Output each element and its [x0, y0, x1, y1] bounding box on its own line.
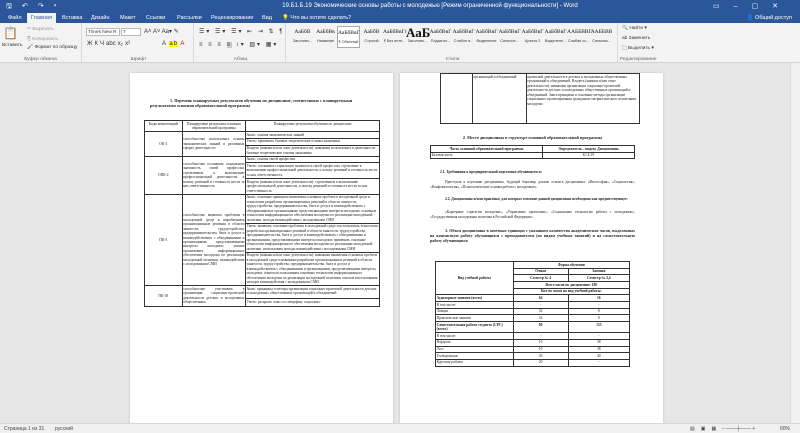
tell-me-text: Что вы хотите сделать? [290, 15, 352, 21]
style-preview: АаБбВвГ [498, 29, 521, 35]
tab-review[interactable]: Рецензирование [211, 15, 254, 21]
select-button[interactable]: ⬚ Выделить ▾ [622, 46, 654, 51]
table-row [436, 346, 630, 353]
learning-outcome: проектной деятельности в детских и молодежных общественных организаций и объединений. Владеть (навыки и/или опыт деятельности): навыками организации социально-проектной деятельности детских и молодежных общественных организаций и объединений. Знать принципы и основные методы организации социального проектирования гражданско-патриотического воспитания молодежи [526, 74, 639, 124]
hours-extramural: 16 [568, 295, 629, 302]
copy-label: Копировать [32, 37, 58, 42]
section-2-1-text: Приступая к изучению дисциплины, будущий бакалавр должен освоить дисциплины: «Философия», «Социология», «Конфликтология», «Психологические основы работы с молодежью». [430, 180, 635, 189]
section-2-heading: 2. Место дисциплины в структуре основной образовательной программы [462, 135, 603, 140]
work-type: Практические занятия [436, 315, 514, 322]
font-size-select[interactable]: 7 [121, 28, 141, 36]
editing-group-label: Редактирование [620, 57, 657, 62]
tab-design[interactable]: Дизайн [91, 15, 110, 21]
find-label: Найти [629, 26, 644, 31]
tab-home[interactable]: Главная [27, 13, 56, 23]
table-header: Часть основной образовательной программы [431, 146, 543, 153]
table-row [436, 315, 630, 322]
style-preview: АаБбВвГ [429, 29, 452, 35]
hours-extramural: - [568, 333, 629, 340]
hours-extramural: - [568, 302, 629, 309]
style-item[interactable] [360, 26, 383, 48]
work-type: В том числе: [436, 302, 514, 309]
hours-fulltime: 30 [513, 353, 568, 360]
style-name: Подзагол... [430, 39, 451, 43]
style-item[interactable] [406, 26, 429, 48]
status-bar [0, 423, 800, 433]
page-2 [400, 73, 663, 433]
section-3-heading: 3. Объем дисциплины в зачетных единицах с указанием количества академических часов, выделенных на контактную работу обучающихся с преподавателем (по видам учебных занятий) и на самостоятельную работу обучающихся [430, 228, 635, 244]
title-bar [0, 0, 800, 13]
tab-view[interactable]: Вид [262, 15, 272, 21]
language-indicator[interactable]: русский [55, 426, 73, 432]
style-item[interactable] [590, 26, 613, 48]
strikethrough-button[interactable]: abc [106, 41, 116, 47]
table-row [436, 333, 630, 340]
zoom-level[interactable]: 60% [780, 426, 791, 432]
table-row [436, 359, 630, 366]
learning-outcome: Знать: основы экономических знаний [246, 132, 380, 139]
hours-fulltime: - [513, 333, 568, 340]
style-item[interactable] [337, 26, 360, 48]
hours-extramural: 8 [568, 308, 629, 315]
competency-code: ОК-3 [145, 132, 183, 157]
work-type: Эссе [436, 346, 514, 353]
work-type: Самостоятельная работа студента (СРС) (всего) [436, 322, 514, 333]
table-row [145, 156, 380, 163]
paragraph-group [196, 23, 286, 63]
table-row [436, 322, 630, 333]
style-preview: АаБбВвГ [338, 30, 360, 36]
learning-outcome: Уметь: выявлять основные проблемы в молодежной среде и использовать технологии разработки организационных решений в области занятости, трудоустройства, предпринимательства, быта и досуга и взаимодействовать с объединениями и организациями, представляющими интересы молодежи; применять основные технологии информационного обеспечения молодежи по реализации молодежной политики, использовать методы взаимодействия с молодежными СМИ [246, 224, 378, 251]
tab-file[interactable]: Файл [8, 15, 22, 21]
tell-me-input[interactable]: 💡 Что вы хотите сделать? [282, 15, 352, 21]
ribbon [0, 23, 800, 63]
style-name: ¶ Обычный [338, 40, 359, 44]
font-format-buttons [87, 41, 132, 47]
style-name: Выделенн... [544, 39, 567, 43]
vertical-scrollbar[interactable] [790, 63, 800, 423]
style-item[interactable] [475, 26, 498, 48]
table-row [145, 194, 380, 223]
style-preview: АаБ [406, 25, 431, 40]
select-label: Выделить [627, 46, 651, 51]
zoom-slider[interactable]: – ───┼─── + [722, 426, 756, 432]
tab-references[interactable]: Ссылки [146, 15, 166, 21]
style-item[interactable] [314, 26, 337, 48]
competency-result: способностью выявлять проблемы в молодежной среде и вырабатывать организационные решения в области занятости, трудоустройства, предпринимательства, быта и досуга и взаимодействовать с объединениями и организациями, представляющими интересы молодежи; умение организовать информационное обеспечение молодежи по реализации молодежной политики, взаимодействие с молодежными СМИ [182, 194, 245, 286]
hours-fulltime: 20 [513, 359, 568, 366]
section-2-2-text: «Карьерные стратегии молодежи», «Управление проектами», «Социальные технологии работы с молодежью», «Государственная молодежная политика в Российской Федерации». [430, 210, 635, 219]
table-header: Определитель – индекс Дисциплины [543, 146, 635, 153]
table-row [145, 286, 380, 299]
table-header: Коды компетенций [145, 121, 183, 132]
cut-label: Вырезать [32, 27, 54, 32]
table-header: Кол-во часов на вид учебной работы: [513, 288, 629, 295]
table-header: Заочная [568, 268, 629, 275]
hours-fulltime: 80 [513, 322, 568, 333]
table-header: Форма обучения [513, 262, 629, 269]
view-buttons[interactable]: ▤▣▦ [690, 426, 723, 432]
replace-button[interactable]: ab Заменить [622, 36, 651, 41]
align-buttons[interactable]: ≡ ≡ ≡ ≡ ↕▾ ▨▾ ▦▾ [199, 42, 279, 48]
learning-outcome: Уметь: раскрыть смысл и специфику социально- [246, 298, 380, 306]
clipboard-group-label: Буфер обмена [24, 57, 57, 62]
style-item[interactable] [544, 26, 567, 48]
work-type: В том числе: [436, 333, 514, 340]
window-controls[interactable]: ▭–▢✕ [713, 3, 792, 10]
hours-extramural: 155 [568, 322, 629, 333]
work-type: Курсовая работа [436, 359, 514, 366]
tab-layout[interactable]: Макет [120, 15, 136, 21]
competency-code: ОПК-2 [145, 156, 183, 194]
work-type: Тестирование [436, 353, 514, 360]
style-preview: АаБбВвГг [383, 29, 407, 35]
font-name-select[interactable]: Times New R [86, 28, 120, 36]
page-1 [130, 73, 393, 433]
table-header: Всего часов по дисциплине: 180 [513, 282, 629, 289]
style-name: Сильная... [592, 39, 611, 43]
section-1-heading: 1. Перечень планируемых результатов обучения по дисциплине, соотнесенных с планируемыми результатами освоения образовательной программы [150, 98, 353, 108]
style-name: Название [317, 39, 334, 43]
work-type: Реферат [436, 339, 514, 346]
style-item[interactable] [498, 26, 521, 48]
table-row [145, 132, 380, 139]
discipline-place-table [430, 145, 635, 159]
style-preview: АаБбВв [316, 29, 335, 35]
style-preview: АаБбВвГ [475, 29, 498, 35]
section-2-1-heading: 2.1. Требования к предварительной подготовке обучающегося: [440, 170, 542, 174]
font-color-buttons[interactable]: A ab A [162, 41, 186, 47]
style-item[interactable] [567, 26, 590, 48]
superscript-button[interactable]: x² [125, 41, 131, 47]
table-header: Очная [513, 268, 568, 275]
competency-result: организаций и объединений [472, 74, 526, 124]
competency-code: ПК-3 [145, 194, 183, 286]
bold-button[interactable]: Ж [87, 41, 93, 47]
document-area [0, 63, 790, 423]
table-header: Семестр № 3,4 [568, 275, 629, 282]
style-preview: ААББВВГ [567, 29, 592, 35]
learning-outcome: Владеть (навыки и/или опыт деятельности): навыками использовать в деятельности базовые теоретические основы экономики [246, 145, 380, 156]
editing-group [620, 23, 800, 63]
italic-button[interactable]: К [94, 41, 99, 47]
font-size-buttons[interactable]: A˄ A˅ Aa▾ ✎ [144, 29, 179, 35]
table-row [436, 295, 630, 302]
style-preview: ААББВВ [590, 29, 613, 35]
style-name: Слабая сс... [567, 39, 590, 43]
table-row [436, 302, 630, 309]
learning-outcome: Знать: принципы и методы организации социально-проектной деятельности детских и молодежных общественных организаций и объединений [246, 286, 380, 299]
hours-fulltime: 10 [513, 346, 568, 353]
table-header: Семестр № 4 [513, 275, 568, 282]
work-type: Лекции [436, 308, 514, 315]
hours-fulltime: 32 [513, 315, 568, 322]
styles-group [288, 23, 618, 63]
styles-group-label: Стили [445, 57, 460, 62]
learning-outcome: Знать: основы своей профессии [246, 156, 380, 163]
copy-button[interactable]: ⎘ Копировать [27, 37, 58, 42]
share-button[interactable]: 👤 Общий доступ [746, 15, 792, 21]
learning-outcome: Владеть (навыки и/или опыт деятельности): стремлением к выполнению профессиональной деятельности, к поиску решений и готовность нести за них ответственность [246, 178, 380, 194]
subscript-button[interactable]: x₂ [117, 41, 124, 47]
table-header: Планируемые результаты освоения образовательной программы [182, 121, 245, 132]
hours-fulltime: - [513, 302, 568, 309]
ribbon-tabs [0, 13, 800, 23]
replace-label: Заменить [628, 36, 651, 41]
style-item[interactable] [521, 26, 544, 48]
hours-extramural: - [568, 359, 629, 366]
format-painter-button[interactable]: 🖌 Формат по образцу [27, 45, 78, 50]
competency-result: способностью осознавать социальную значимость своей профессии, стремлением к выполнению профессиональной деятельности, к поиску решений и готовность нести за них ответственность [182, 156, 245, 194]
paste-button[interactable]: Вставить [2, 43, 23, 48]
style-name: Заголово... [407, 39, 428, 43]
competency-result: способностью участвовать в организации социально-проектной деятельности детских и молодежных общественных [183, 286, 245, 305]
style-preview: АаБбВвГ [544, 29, 567, 35]
style-item[interactable] [291, 26, 314, 48]
table-row [436, 353, 630, 360]
table-row [436, 308, 630, 315]
learning-outcome: Уметь: применять базовые теоретические основы экономики [246, 138, 380, 145]
clipboard-group [0, 23, 82, 63]
hours-extramural: 40 [568, 353, 629, 360]
learning-outcome: Владеть (навыки и/или опыт деятельности): навыками выявления основных проблем в молодежной среде и навыками разработки организационных решений в области занятости, трудоустройства, предпринимательства, быта и досуга и взаимодействовать с объединениями и организациями, представляющими интересы молодежи; опытом использования основных технологии информационного обеспечения молодежи по реализации молодежной политики, опытом использования методов взаимодействия с молодежными СМИ [246, 252, 380, 286]
quick-access-toolbar[interactable]: 🖫↶↷▾ [6, 3, 67, 10]
work-type: Аудиторные занятия (всего) [436, 295, 514, 302]
format-painter-label: Формат по образцу [34, 45, 78, 50]
style-item[interactable] [429, 26, 452, 48]
hours-fulltime: 32 [513, 308, 568, 315]
hours-fulltime: 64 [513, 295, 568, 302]
hours-fulltime: 10 [513, 339, 568, 346]
list-buttons[interactable]: ☰▾ ☰▾ ☰▾ ⇤ ⇥ ⇅ ¶ [199, 29, 285, 35]
table-header: Планируемые результаты обучения по дисциплине [246, 121, 380, 132]
hours-extramural: 38 [568, 346, 629, 353]
style-name: ¶ Без инте... [383, 39, 406, 43]
style-name: Слабое в... [453, 39, 474, 43]
learning-outcome: Уметь: осознавать социальную значимость своей профессии, стремление к выполнению профессиональной деятельности, к поиску решений и готовность нести за них ответственность [246, 163, 380, 179]
style-preview: АаБбВвГ [452, 29, 475, 35]
hours-extramural: 38 [568, 339, 629, 346]
tab-mailings[interactable]: Рассылки [177, 15, 202, 21]
style-name: Выделение [476, 39, 497, 43]
style-preview: АаБбВ [294, 29, 311, 35]
style-name: Сильное... [500, 39, 519, 43]
style-name: Строгий [364, 39, 379, 43]
page-indicator[interactable]: Страница 1 из 31 [4, 426, 45, 432]
style-item[interactable] [383, 26, 406, 48]
style-name: Цитата 2 [524, 39, 541, 43]
continued-table [440, 73, 640, 124]
style-preview: АаБбВвГ [521, 29, 544, 35]
underline-button[interactable]: Ч [100, 41, 105, 47]
table-cell: Базовая часть [431, 152, 543, 159]
section-2-2-heading: 2.2. Дисциплины и/или практики, для которых освоение данной дисциплины необходимо как предшествующее: [445, 197, 628, 201]
competency-result: способностью использовать основы экономических знаний в различных сферах деятельности [182, 132, 245, 157]
share-label: Общий доступ [755, 15, 792, 21]
workload-table [435, 261, 630, 367]
style-preview: АаБбВ [363, 29, 380, 35]
tab-insert[interactable]: Вставка [62, 15, 83, 21]
table-cell: Б1.Б.19 [543, 152, 635, 159]
competency-code: ПК-18 [145, 286, 183, 306]
table-row [436, 339, 630, 346]
competencies-table [144, 120, 380, 307]
paragraph-group-label: Абзац [233, 57, 248, 62]
style-name: Заголово... [292, 39, 313, 43]
style-item[interactable] [452, 26, 475, 48]
window-title: 19.Б1.Б.19 Экономические основы работы с молодежью [Режим ограниченной функциональности] - Word [282, 3, 578, 9]
font-group-label: Шрифт [130, 57, 147, 62]
font-group [84, 23, 194, 63]
find-button[interactable]: 🔍 Найти ▾ [622, 26, 647, 31]
hours-extramural: 8 [568, 315, 629, 322]
table-header: Вид учебной работы [436, 262, 514, 295]
cut-button[interactable]: ✂ Вырезать [27, 27, 54, 32]
paste-icon[interactable]: 📋 [3, 26, 18, 40]
learning-outcome: Знать: основные принципы выявления основных проблем в молодежной среде и технологии разработки организационных решений в области занятости, трудоустройства, предпринимательства, быта и досуга и взаимодействовать с объединениями и организациями, представляющими интересы молодежи; основные технологии информационного обеспечения молодежи по реализации молодежной политики, методы взаимодействия с молодежными СМИ [246, 194, 380, 223]
